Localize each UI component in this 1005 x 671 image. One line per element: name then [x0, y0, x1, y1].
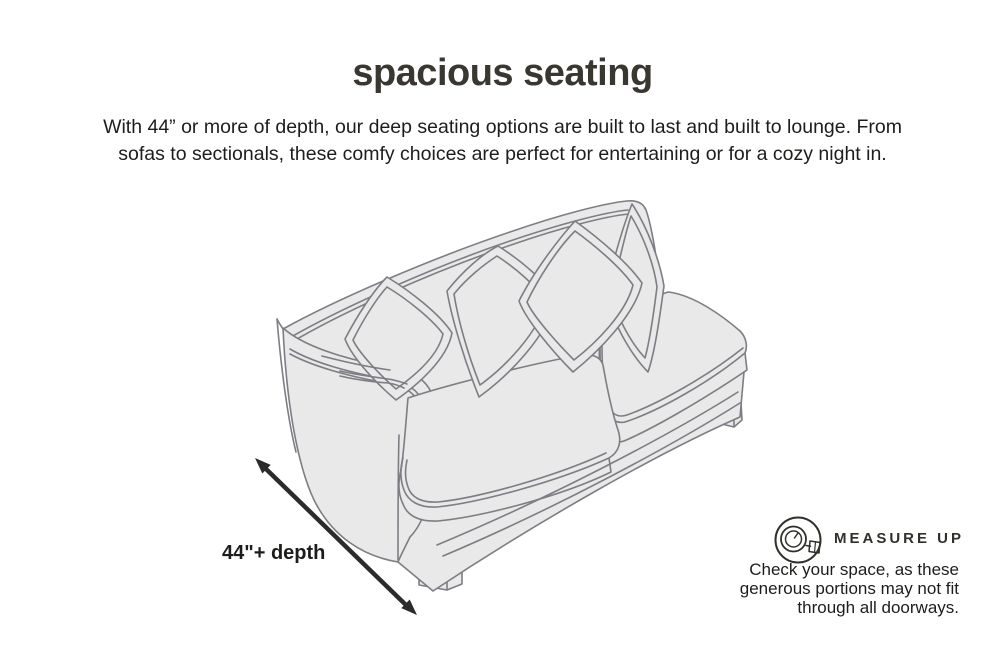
depth-dimension-label: 44"+ depth [222, 542, 326, 564]
measure-caption-line-3: through all doorways. [797, 598, 959, 617]
intro-line-1: With 44” or more of depth, our deep seating options are built to last and built to lounge. From [103, 116, 902, 138]
measure-up-caption [729, 560, 959, 617]
measure-caption-line-1: Check your space, as these [749, 560, 959, 579]
measure-up-heading: MEASURE UP [834, 530, 965, 547]
sofa-illustration [277, 201, 747, 591]
page-title: spacious seating [352, 52, 653, 94]
measure-caption-line-2: generous portions may not fit [739, 579, 959, 598]
intro-line-2: sofas to sectionals, these comfy choices are perfect for entertaining or for a cozy night in. [118, 142, 887, 165]
tape-measure-icon [776, 518, 821, 563]
